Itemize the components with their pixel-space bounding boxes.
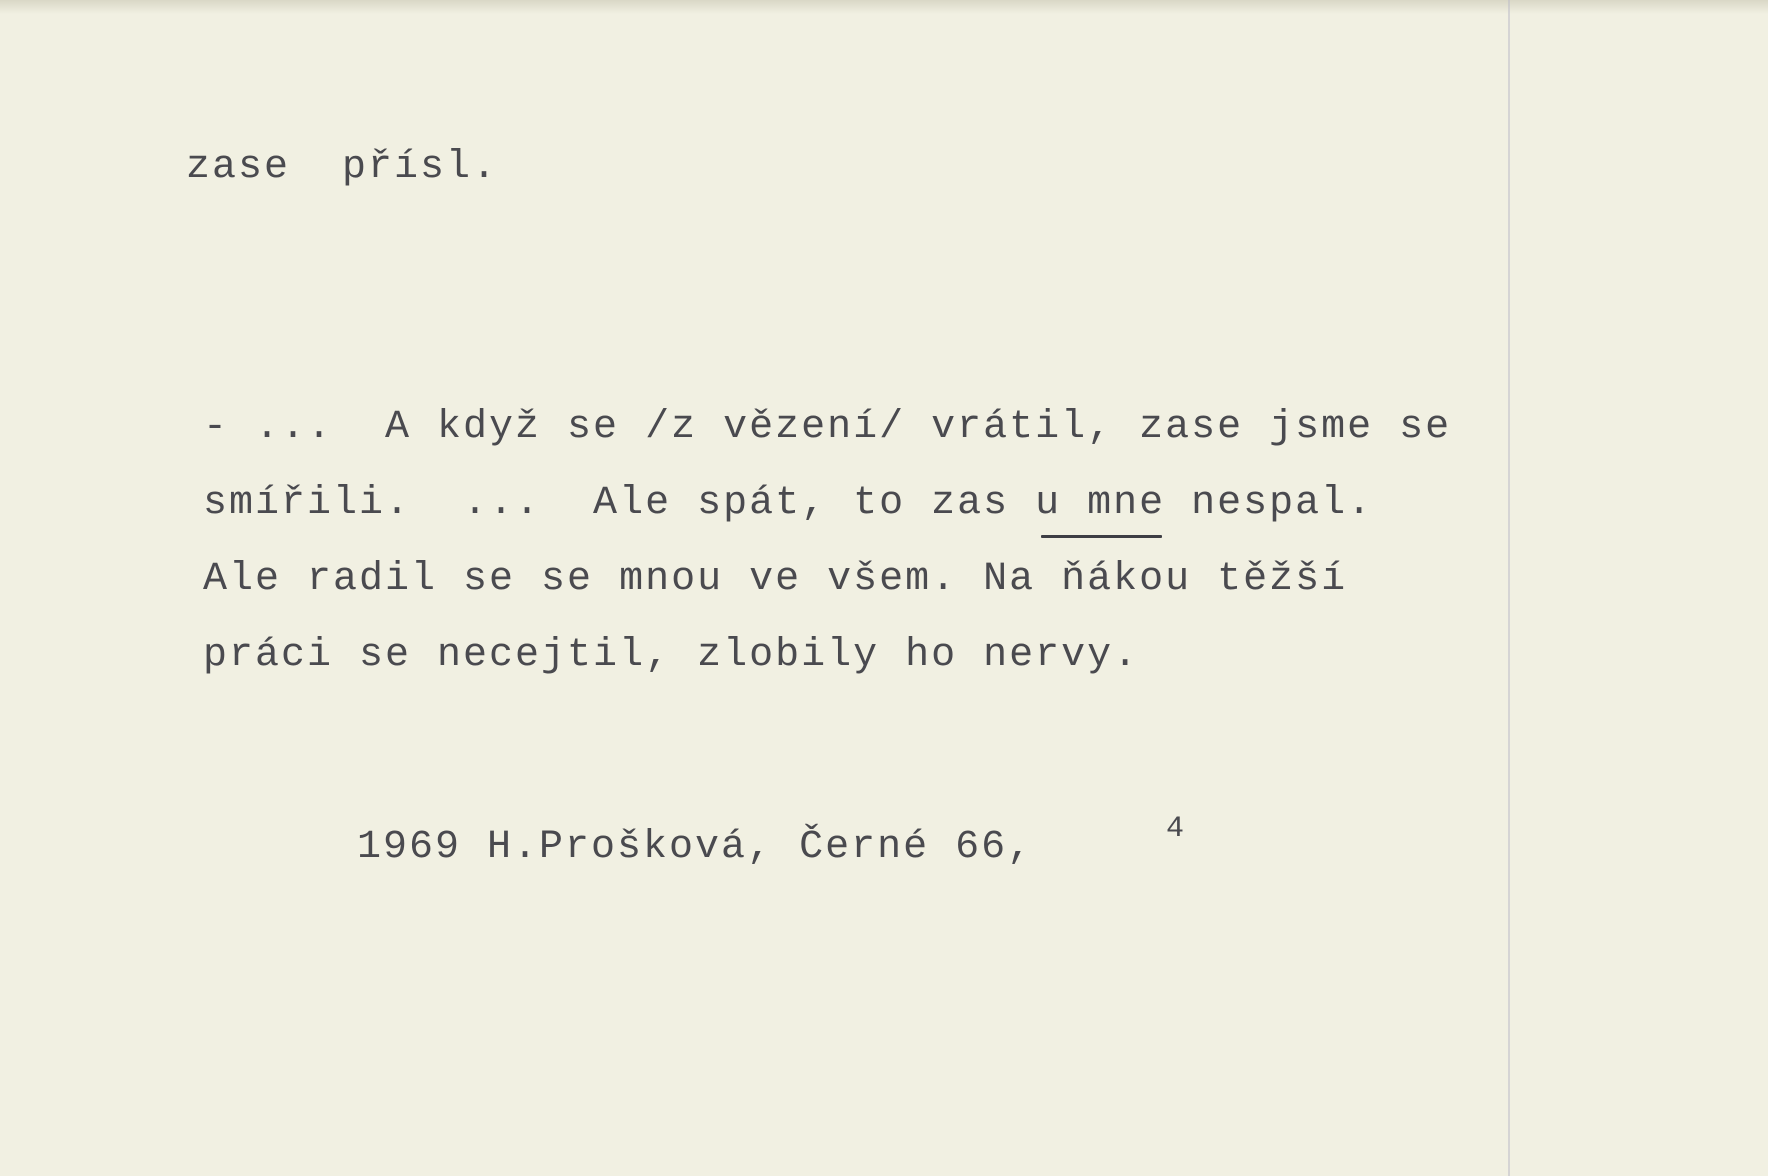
quote-line-1: - ... A když se /z vězení/ vrátil, zase jsme se (203, 405, 1452, 450)
quote-line-2: smířili. ... Ale spát, to zas u mne nespal. (203, 481, 1374, 526)
entry-heading: zase přísl. (186, 145, 499, 190)
source-superscript: 4 (1166, 812, 1185, 846)
quote-line-3: Ale radil se se mnou ve všem. Na ňákou těžší (203, 557, 1348, 602)
source-citation: 1969 H.Prošková, Černé 66, (357, 825, 1034, 870)
underline-mark (1041, 535, 1162, 538)
quote-line-4: práci se necejtil, zlobily ho nervy. (203, 633, 1140, 678)
card-margin-line (1508, 0, 1510, 1176)
